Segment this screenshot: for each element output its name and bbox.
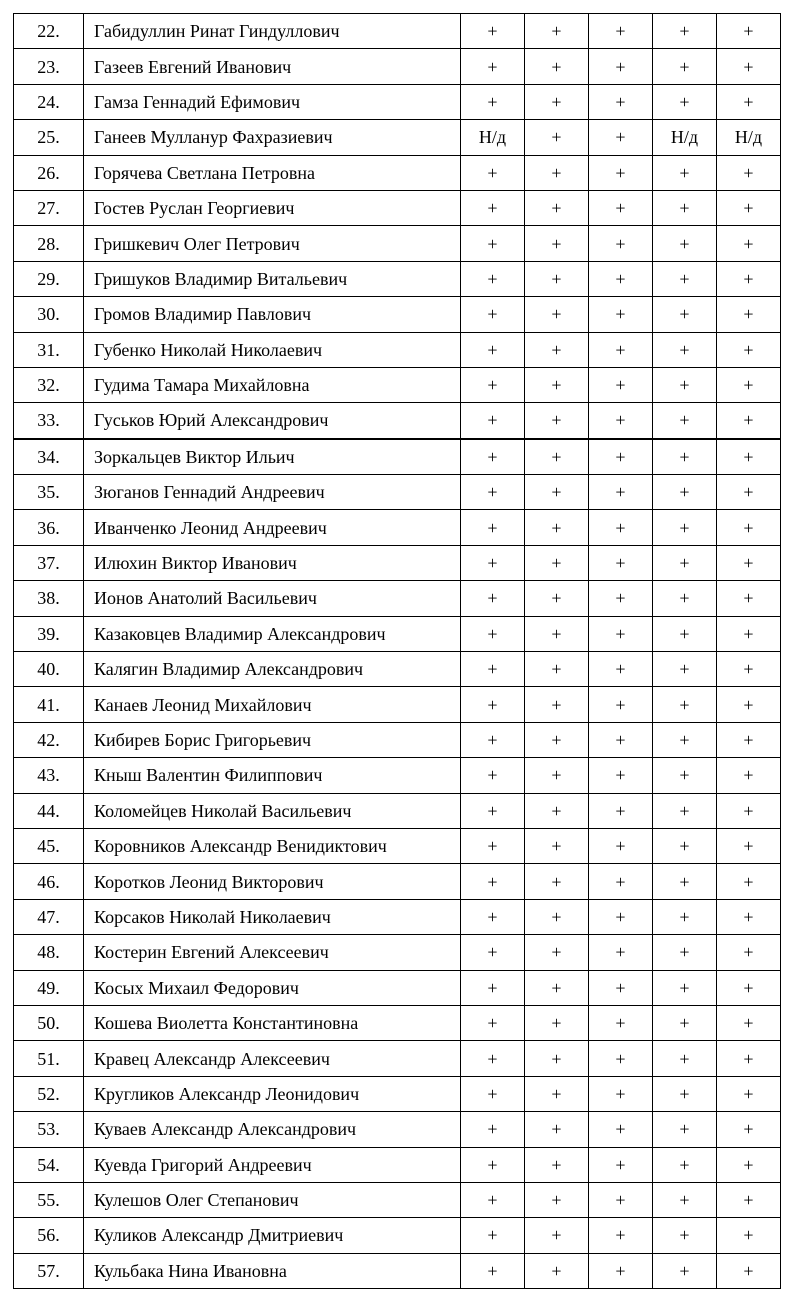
deputy-name: Кныш Валентин Филиппович (84, 758, 461, 793)
row-number: 52. (14, 1076, 84, 1111)
deputy-name: Гудима Тамара Михайловна (84, 367, 461, 402)
row-number: 45. (14, 828, 84, 863)
mark-cell: + (589, 84, 653, 119)
row-number: 47. (14, 899, 84, 934)
mark-cell: + (589, 49, 653, 84)
mark-cell: + (653, 758, 717, 793)
mark-cell: + (653, 652, 717, 687)
mark-cell: + (589, 226, 653, 261)
row-number: 39. (14, 616, 84, 651)
table-row (14, 687, 781, 722)
mark-cell: + (461, 297, 525, 332)
mark-cell: + (461, 793, 525, 828)
mark-cell: + (589, 297, 653, 332)
mark-cell: + (589, 793, 653, 828)
table-row (14, 616, 781, 651)
mark-cell: + (717, 155, 781, 190)
table-row (14, 1005, 781, 1040)
mark-cell: + (461, 14, 525, 49)
mark-cell: + (461, 1147, 525, 1182)
mark-cell: + (653, 155, 717, 190)
mark-cell: + (653, 14, 717, 49)
table-row (14, 1112, 781, 1147)
mark-cell: + (717, 1147, 781, 1182)
mark-cell: + (653, 687, 717, 722)
mark-cell: + (589, 190, 653, 225)
deputy-name: Коротков Леонид Викторович (84, 864, 461, 899)
row-number: 56. (14, 1218, 84, 1253)
mark-cell: + (653, 475, 717, 510)
mark-cell: + (589, 758, 653, 793)
mark-cell: + (525, 1112, 589, 1147)
mark-cell: + (717, 864, 781, 899)
row-number: 29. (14, 261, 84, 296)
mark-cell: + (589, 864, 653, 899)
mark-cell: + (525, 1076, 589, 1111)
mark-cell: + (717, 545, 781, 580)
row-number: 55. (14, 1182, 84, 1217)
mark-cell: + (717, 14, 781, 49)
mark-cell: + (653, 970, 717, 1005)
mark-cell: + (589, 935, 653, 970)
mark-cell: + (653, 1076, 717, 1111)
mark-cell: + (589, 970, 653, 1005)
mark-cell: + (525, 475, 589, 510)
deputy-name: Илюхин Виктор Иванович (84, 545, 461, 580)
mark-cell: + (525, 616, 589, 651)
mark-cell: + (589, 1182, 653, 1217)
table-row (14, 864, 781, 899)
mark-cell: + (589, 475, 653, 510)
mark-cell: + (461, 722, 525, 757)
mark-cell: + (589, 687, 653, 722)
mark-cell: + (653, 793, 717, 828)
mark-cell: + (461, 758, 525, 793)
row-number: 51. (14, 1041, 84, 1076)
table-row (14, 190, 781, 225)
mark-cell: + (525, 403, 589, 439)
deputy-name: Кибирев Борис Григорьевич (84, 722, 461, 757)
deputy-name: Газеев Евгений Иванович (84, 49, 461, 84)
mark-cell: + (653, 1253, 717, 1288)
mark-cell: + (461, 475, 525, 510)
mark-cell: + (653, 828, 717, 863)
table-row (14, 155, 781, 190)
mark-cell: + (461, 1253, 525, 1288)
table-row (14, 14, 781, 49)
row-number: 50. (14, 1005, 84, 1040)
mark-cell: + (461, 439, 525, 475)
mark-cell: + (717, 828, 781, 863)
table-row (14, 935, 781, 970)
row-number: 35. (14, 475, 84, 510)
mark-cell: + (525, 84, 589, 119)
deputy-name: Ганеев Мулланур Фахразиевич (84, 120, 461, 155)
mark-cell: + (589, 120, 653, 155)
deputy-name: Громов Владимир Павлович (84, 297, 461, 332)
deputy-name: Куваев Александр Александрович (84, 1112, 461, 1147)
mark-cell: + (717, 297, 781, 332)
table-row (14, 1253, 781, 1288)
mark-cell: + (717, 475, 781, 510)
mark-cell: + (653, 332, 717, 367)
mark-cell: + (653, 1182, 717, 1217)
row-number: 31. (14, 332, 84, 367)
mark-cell: Н/д (717, 120, 781, 155)
mark-cell: + (653, 297, 717, 332)
deputy-name: Коровников Александр Венидиктович (84, 828, 461, 863)
table-row (14, 261, 781, 296)
mark-cell: + (717, 1218, 781, 1253)
deputy-name: Костерин Евгений Алексеевич (84, 935, 461, 970)
mark-cell: + (717, 510, 781, 545)
deputy-name: Кошева Виолетта Константиновна (84, 1005, 461, 1040)
row-number: 26. (14, 155, 84, 190)
table-row (14, 403, 781, 439)
table-row (14, 1041, 781, 1076)
mark-cell: + (717, 1076, 781, 1111)
deputy-name: Иванченко Леонид Андреевич (84, 510, 461, 545)
table-row (14, 439, 781, 475)
mark-cell: + (717, 935, 781, 970)
mark-cell: + (653, 616, 717, 651)
deputy-name: Коломейцев Николай Васильевич (84, 793, 461, 828)
row-number: 25. (14, 120, 84, 155)
mark-cell: + (589, 1076, 653, 1111)
mark-cell: + (589, 1147, 653, 1182)
mark-cell: + (717, 1182, 781, 1217)
mark-cell: + (653, 1005, 717, 1040)
mark-cell: + (461, 226, 525, 261)
mark-cell: + (525, 828, 589, 863)
mark-cell: + (525, 793, 589, 828)
mark-cell: + (461, 84, 525, 119)
mark-cell: + (525, 332, 589, 367)
mark-cell: + (589, 1041, 653, 1076)
mark-cell: + (461, 49, 525, 84)
mark-cell: + (717, 687, 781, 722)
mark-cell: + (653, 1112, 717, 1147)
mark-cell: + (461, 545, 525, 580)
mark-cell: + (589, 722, 653, 757)
row-number: 43. (14, 758, 84, 793)
row-number: 48. (14, 935, 84, 970)
mark-cell: + (653, 84, 717, 119)
mark-cell: + (525, 510, 589, 545)
mark-cell: + (525, 120, 589, 155)
mark-cell: + (525, 722, 589, 757)
table-row (14, 828, 781, 863)
mark-cell: + (653, 439, 717, 475)
row-number: 44. (14, 793, 84, 828)
mark-cell: + (589, 1112, 653, 1147)
mark-cell: + (589, 14, 653, 49)
mark-cell: + (525, 297, 589, 332)
row-number: 27. (14, 190, 84, 225)
mark-cell: + (717, 970, 781, 1005)
table-row (14, 332, 781, 367)
deputy-name: Кульбака Нина Ивановна (84, 1253, 461, 1288)
deputy-name: Губенко Николай Николаевич (84, 332, 461, 367)
mark-cell: + (653, 510, 717, 545)
mark-cell: + (461, 403, 525, 439)
row-number: 36. (14, 510, 84, 545)
deputy-name: Горячева Светлана Петровна (84, 155, 461, 190)
deputy-name: Корсаков Николай Николаевич (84, 899, 461, 934)
table-row (14, 1182, 781, 1217)
mark-cell: + (525, 758, 589, 793)
row-number: 46. (14, 864, 84, 899)
deputy-name: Зоркальцев Виктор Ильич (84, 439, 461, 475)
mark-cell: + (461, 332, 525, 367)
mark-cell: + (717, 581, 781, 616)
mark-cell: + (525, 1218, 589, 1253)
table-row (14, 120, 781, 155)
mark-cell: + (525, 155, 589, 190)
deputy-name: Куевда Григорий Андреевич (84, 1147, 461, 1182)
mark-cell: + (461, 261, 525, 296)
mark-cell: + (461, 1076, 525, 1111)
mark-cell: + (525, 864, 589, 899)
deputy-name: Гамза Геннадий Ефимович (84, 84, 461, 119)
table-row (14, 49, 781, 84)
mark-cell: + (589, 581, 653, 616)
mark-cell: + (589, 439, 653, 475)
row-number: 30. (14, 297, 84, 332)
row-number: 49. (14, 970, 84, 1005)
mark-cell: + (717, 793, 781, 828)
row-number: 42. (14, 722, 84, 757)
mark-cell: + (461, 367, 525, 402)
row-number: 34. (14, 439, 84, 475)
mark-cell: + (461, 899, 525, 934)
mark-cell: + (653, 899, 717, 934)
mark-cell: + (589, 1253, 653, 1288)
mark-cell: + (653, 935, 717, 970)
mark-cell: + (653, 261, 717, 296)
mark-cell: + (589, 1005, 653, 1040)
row-number: 54. (14, 1147, 84, 1182)
table-row (14, 1218, 781, 1253)
mark-cell: + (461, 510, 525, 545)
mark-cell: + (589, 1218, 653, 1253)
mark-cell: + (717, 722, 781, 757)
mark-cell: + (525, 899, 589, 934)
mark-cell: + (717, 1112, 781, 1147)
mark-cell: + (525, 190, 589, 225)
mark-cell: + (461, 616, 525, 651)
mark-cell: + (589, 367, 653, 402)
table-row (14, 1147, 781, 1182)
deputy-name: Калягин Владимир Александрович (84, 652, 461, 687)
deputy-name: Габидуллин Ринат Гиндуллович (84, 14, 461, 49)
mark-cell: + (525, 687, 589, 722)
mark-cell: + (461, 190, 525, 225)
mark-cell: + (525, 935, 589, 970)
deputy-name: Кравец Александр Алексеевич (84, 1041, 461, 1076)
mark-cell: + (525, 581, 589, 616)
table-row (14, 581, 781, 616)
deputy-name: Кругликов Александр Леонидович (84, 1076, 461, 1111)
row-number: 57. (14, 1253, 84, 1288)
row-number: 38. (14, 581, 84, 616)
mark-cell: + (717, 1005, 781, 1040)
mark-cell: + (717, 261, 781, 296)
mark-cell: + (717, 403, 781, 439)
table-row (14, 793, 781, 828)
table-row (14, 899, 781, 934)
mark-cell: + (461, 1218, 525, 1253)
row-number: 28. (14, 226, 84, 261)
mark-cell: + (525, 1147, 589, 1182)
mark-cell: + (589, 828, 653, 863)
row-number: 24. (14, 84, 84, 119)
table-body (14, 14, 781, 1289)
mark-cell: + (461, 155, 525, 190)
mark-cell: + (653, 49, 717, 84)
mark-cell: + (525, 261, 589, 296)
mark-cell: + (461, 581, 525, 616)
table-row (14, 970, 781, 1005)
mark-cell: + (717, 758, 781, 793)
mark-cell: + (525, 1253, 589, 1288)
mark-cell: + (461, 652, 525, 687)
mark-cell: + (717, 332, 781, 367)
mark-cell: + (653, 864, 717, 899)
table-row (14, 84, 781, 119)
mark-cell: + (589, 899, 653, 934)
mark-cell: + (589, 403, 653, 439)
table-row (14, 367, 781, 402)
mark-cell: + (461, 864, 525, 899)
mark-cell: + (717, 49, 781, 84)
mark-cell: + (717, 84, 781, 119)
deputy-name: Кулешов Олег Степанович (84, 1182, 461, 1217)
deputy-name: Гришкевич Олег Петрович (84, 226, 461, 261)
mark-cell: + (589, 616, 653, 651)
mark-cell: + (653, 1041, 717, 1076)
mark-cell: + (461, 687, 525, 722)
mark-cell: + (525, 226, 589, 261)
row-number: 32. (14, 367, 84, 402)
deputy-name: Казаковцев Владимир Александрович (84, 616, 461, 651)
mark-cell: Н/д (461, 120, 525, 155)
mark-cell: + (525, 1182, 589, 1217)
deputy-name: Ионов Анатолий Васильевич (84, 581, 461, 616)
mark-cell: + (525, 1005, 589, 1040)
mark-cell: + (589, 652, 653, 687)
deputy-name: Канаев Леонид Михайлович (84, 687, 461, 722)
mark-cell: + (653, 545, 717, 580)
mark-cell: Н/д (653, 120, 717, 155)
deputies-table (13, 13, 781, 1289)
mark-cell: + (525, 439, 589, 475)
mark-cell: + (589, 261, 653, 296)
mark-cell: + (653, 1147, 717, 1182)
table-row (14, 545, 781, 580)
table-row (14, 475, 781, 510)
mark-cell: + (525, 1041, 589, 1076)
mark-cell: + (653, 403, 717, 439)
table-row (14, 652, 781, 687)
table-row (14, 226, 781, 261)
mark-cell: + (717, 190, 781, 225)
table-row (14, 510, 781, 545)
mark-cell: + (653, 722, 717, 757)
deputy-name: Гришуков Владимир Витальевич (84, 261, 461, 296)
row-number: 40. (14, 652, 84, 687)
mark-cell: + (461, 1041, 525, 1076)
mark-cell: + (653, 190, 717, 225)
deputy-name: Косых Михаил Федорович (84, 970, 461, 1005)
table-row (14, 297, 781, 332)
deputy-name: Куликов Александр Дмитриевич (84, 1218, 461, 1253)
mark-cell: + (461, 1182, 525, 1217)
mark-cell: + (525, 367, 589, 402)
mark-cell: + (525, 49, 589, 84)
mark-cell: + (717, 899, 781, 934)
row-number: 41. (14, 687, 84, 722)
mark-cell: + (653, 581, 717, 616)
mark-cell: + (461, 970, 525, 1005)
deputy-name: Гуськов Юрий Александрович (84, 403, 461, 439)
table-row (14, 758, 781, 793)
mark-cell: + (717, 1041, 781, 1076)
table-row (14, 722, 781, 757)
row-number: 33. (14, 403, 84, 439)
deputy-name: Зюганов Геннадий Андреевич (84, 475, 461, 510)
mark-cell: + (589, 545, 653, 580)
mark-cell: + (717, 652, 781, 687)
row-number: 22. (14, 14, 84, 49)
row-number: 23. (14, 49, 84, 84)
table-row (14, 1076, 781, 1111)
mark-cell: + (589, 155, 653, 190)
mark-cell: + (525, 14, 589, 49)
mark-cell: + (461, 1005, 525, 1040)
mark-cell: + (653, 1218, 717, 1253)
mark-cell: + (525, 652, 589, 687)
mark-cell: + (717, 367, 781, 402)
mark-cell: + (461, 935, 525, 970)
mark-cell: + (717, 226, 781, 261)
mark-cell: + (525, 970, 589, 1005)
mark-cell: + (653, 226, 717, 261)
row-number: 53. (14, 1112, 84, 1147)
mark-cell: + (525, 545, 589, 580)
deputy-name: Гостев Руслан Георгиевич (84, 190, 461, 225)
mark-cell: + (717, 439, 781, 475)
mark-cell: + (717, 1253, 781, 1288)
mark-cell: + (461, 828, 525, 863)
mark-cell: + (461, 1112, 525, 1147)
mark-cell: + (717, 616, 781, 651)
mark-cell: + (589, 510, 653, 545)
mark-cell: + (589, 332, 653, 367)
mark-cell: + (653, 367, 717, 402)
row-number: 37. (14, 545, 84, 580)
